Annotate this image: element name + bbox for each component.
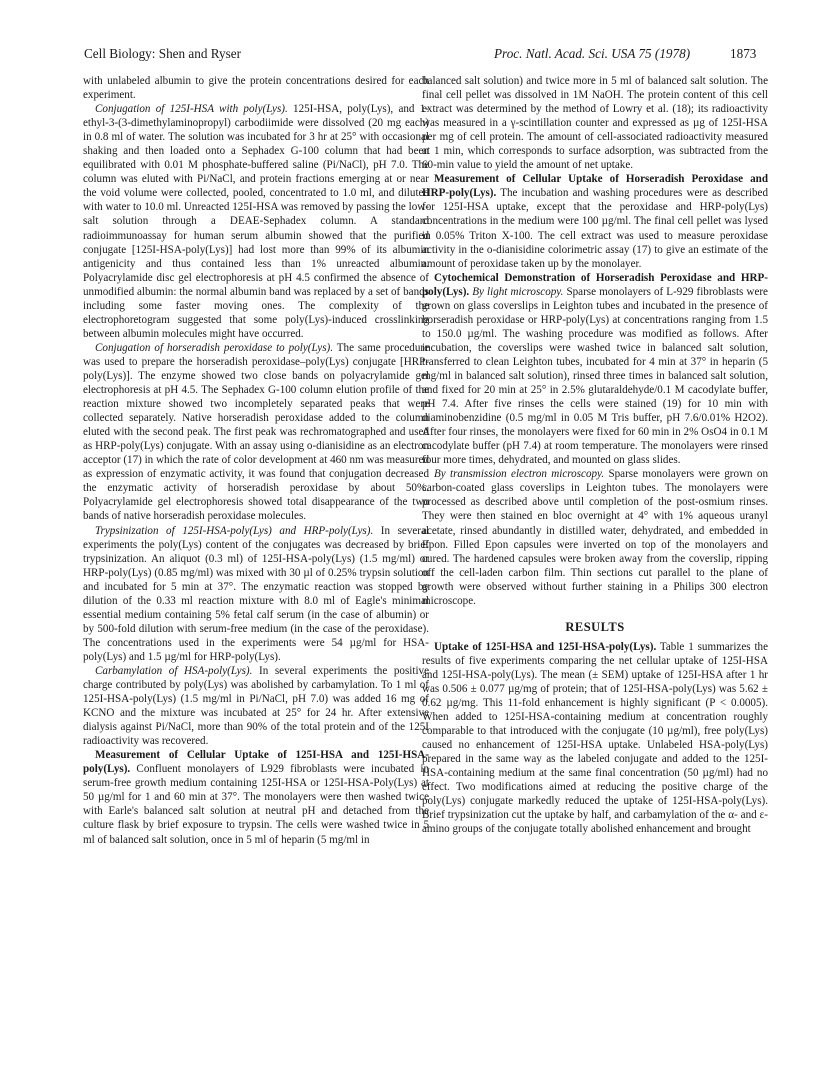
paragraph: balanced salt solution) and twice more in 5 ml of balanced salt solution. The final cell pellet was dissolved in 1M NaOH. The protein content of this cell extract was determined by the method of Lowry et al. (18); its radioactivity was measured in a γ-scintillation counter and expressed as µg of 125I-HSA per mg of cell protein. The amount of cell-associated radioactivity measured at 1 min, which corresponds to surface adsorption, was subtracted from the 60-min value to yield the amount of net uptake. [422,75,768,172]
results-heading: RESULTS [565,619,625,634]
section-body: Sparse monolayers were grown on carbon-coated glass coverslips in Leighton tubes. The monolayers were processed as described above until completion of the post-osmium rinses. They were then stained en bloc overnight at 4° with 1% aqueous uranyl acetate, rinsed abundantly in distilled water, dehydrated, and embedded in Epon. Filled Epon capsules were inverted on top of the monolayers and cured. The hardened capsules were broken away from the coverslip, ripping off the cell-laden carbon film. Thin sections cut parallel to the plane of growth were observed without further staining in a Philips 300 electron microscope. [422,468,769,607]
section-body: Confluent monolayers of L929 fibroblasts were incubated in serum-free growth medium containing 125I-HSA or 125I-HSA-Poly(Lys) at 50 µg/ml for 1 and 60 min at 37°. The monolayers were then washed twice with Earle's balanced salt solution at neutral pH and detached from the culture flask by brief exposure to trypsin. The cells were washed twice in 5 ml of balanced salt solution, once in 5 ml of heparin (5 mg/ml in [83,763,430,846]
paragraph [422,640,768,837]
paragraph [83,524,429,664]
section-body: The same procedure was used to prepare the horseradish peroxidase–poly(Lys) conjugate [HRP-poly(Lys)]. The enzyme showed two close bands on polyacrylamide gel electrophoresis at pH 4.5. The Sephadex G-100 column elution profile of the reaction mixture showed two incompletely separated peaks that were collected separately. Native horseradish peroxidase added to the column eluted with the second peak. The first peak was rechromatographed and used as HRP-poly(Lys) conjugate. With an assay using o-dianisidine as an electron acceptor (17) in which the rate of color development at 460 nm was measured as expression of enzymatic activity, it was found that conjugation decreased the enzymatic activity of horseradish peroxidase by about 50%. Polyacrylamide gel electrophoresis showed total disappearance of the two bands of native horseradish peroxidase molecules. [83,341,430,523]
section-heading: Conjugation of 125I-HSA with poly(Lys). [95,103,288,116]
section-heading: Trypsinization of 125I-HSA-poly(Lys) and HRP-poly(Lys). [95,524,374,537]
paragraph: with unlabeled albumin to give the protein concentrations desired for each experiment. [83,75,429,102]
section-subheading: By light microscopy. [472,285,564,298]
running-header-journal: Proc. Natl. Acad. Sci. USA 75 (1978) [494,46,691,61]
section-body: Sparse monolayers of L-929 fibroblasts were grown on glass coverslips in Leighton tubes and incubated in the presence of horseradish peroxidase or HRP-poly(Lys) at concentrations ranging from 1.5 to 150.0 µg/ml. The washing procedure was modified as follows. After incubation, the coverslips were washed twice in balanced salt solution, transferred to clean Leighton tubes, incubated for 4 min at 37° in heparin (5 mg/ml in balanced salt solution), rinsed three times in balanced salt solution, and fixed for 20 min at 25° in 2.5% glutaraldehyde/0.1 M cacodylate buffer, pH 7.4. After five rinses the cells were stained (19) for 10 min with diaminobenzidine (0.5 mg/ml in 0.05 M Tris buffer, pH 7.6/0.01% H2O2). After four rinses, the monolayers were fixed for 60 min in 2% OsO4 in 0.1 M cacodylate buffer (pH 7.4) at room temperature. The monolayers were rinsed four more times, dehydrated, and mounted on glass slides. [422,285,768,467]
paragraph [422,172,768,270]
section-heading: Cytochemical Demonstration of Horseradish Peroxidase and HRP-poly(Lys). [422,271,768,298]
section-heading: Conjugation of horseradish peroxidase to poly(Lys). [95,341,334,354]
section-heading: Measurement of Cellular Uptake of Horseradish Peroxidase and HRP-poly(Lys). [422,173,768,200]
paragraph [83,748,429,846]
right-column [422,74,768,836]
section-body: Table 1 summarizes the results of five experiments comparing the net cellular uptake of 125I-HSA and 125I-HSA-poly(Lys). The mean (± SEM) uptake of 125I-HSA after 1 hr was 0.506 ± 0.077 µg/mg of protein; that of 125I-HSA-poly(Lys) was 5.62 ± 0.62 µg/mg. This 11-fold enhancement is highly significant (P < 0.0005). When added to 125I-HSA-containing medium at concentration roughly comparable to that introduced with the conjugate (10 µg/ml), free poly(Lys) caused no enhancement of 125I-HSA uptake. Unlabeled HSA-poly(Lys) prepared in the same way as the labeled conjugate and added to the 125I-HSA-containing medium at the same final concentration (50 µg/ml) had no effect. Two modifications aimed at reducing the positive charge of the poly(Lys) conjugate markedly reduced the uptake of 125I-HSA-poly(Lys). Brief trypsinization cut the uptake by half, and carbamylation of the α- and ε-amino groups of the conjugate totally abolished enhancement and brought [422,640,768,836]
page-number: 1873 [730,46,757,61]
running-header-left: Cell Biology: Shen and Ryser [84,46,241,61]
section-body: 125I-HSA, poly(Lys), and 1-ethyl-3-(3-dimethylaminopropyl) carbodiimide were dissolved (20 mg each) in 0.8 ml of water. The solution was incubated for 3 hr at 25° with occasional shaking and then loaded onto a Sephadex G-100 column that had been equilibrated with 0.01 M phosphate-buffered saline (Pi/NaCl), pH 7.0. The column was eluted with Pi/NaCl, and protein fractions emerging at or near the void volume were collected, pooled, concentrated to 1.0 ml, and diluted with water to 10.0 ml. Unreacted 125I-HSA was removed by passing the low-salt solution through a DEAE-Sephadex column. A standard radioimmunoassay for human serum albumin showed that the purified conjugate [125I-HSA-poly(Lys)] had lost more than 99% of its albumin antigenicity and thus contained less than 1% unreacted albumin. Polyacrylamide disc gel electrophoresis at pH 4.5 confirmed the absence of unmodified albumin: the normal albumin band was replaced by a set of bands including some faster moving ones. The complexity of the electrophoretogram suggested that some poly(Lys)-induced crosslinking between albumin molecules might have occurred. [83,103,429,340]
paragraph [422,467,768,607]
section-heading: Carbamylation of HSA-poly(Lys). [95,664,253,677]
section-heading: By transmission electron microscopy. [434,468,605,481]
paragraph [83,341,429,524]
section-body: The incubation and washing procedures were as described for 125I-HSA uptake, except that the peroxidase and HRP-poly(Lys) concentrations in the medium were 100 µg/ml. The final cell pellet was lysed in 0.05% Triton X-100. The cell extract was used to measure peroxidase activity in the o-dianisidine colorimetric assay (17) to give an estimate of the amount of peroxidase taken up by the monolayer. [422,187,769,270]
paragraph [422,271,768,468]
paragraph [83,664,429,748]
section-heading: Uptake of 125I-HSA and 125I-HSA-poly(Lys). [434,640,657,653]
section-body: In several experiments the positive charge contributed by poly(Lys) was abolished by carbamylation. To 1 ml of 125I-HSA-poly(Lys) (1.5 mg/ml in Pi/NaCl, pH 7.0) was added 16 mg of KCNO and the mixture was incubated at 25° for 24 hr. After extensive dialysis against Pi/NaCl, more than 90% of the total protein and of the 125I radioactivity was recovered. [83,664,429,748]
section-body: In several experiments the poly(Lys) content of the conjugates was decreased by brief trypsinization. An aliquot (0.3 ml) of 125I-HSA-poly(Lys) (1.5 mg/ml) or HRP-poly(Lys) (0.85 mg/ml) was mixed with 30 µl of 0.25% trypsin solution and incubated for 5 min at 37°. The enzymatic reaction was stopped by dilution of the 0.33 ml reaction mixture with 8.0 ml of Eagle's minimal essential medium containing 5% fetal calf serum (in the case of albumin) or by 500-fold dilution with serum-free medium (in the case of the peroxidase). The concentrations used in the experiments were 54 µg/ml for HSA-poly(Lys) and 1.5 µg/ml for HRP-poly(Lys). [83,524,429,663]
left-column [83,74,429,847]
section-heading: Measurement of Cellular Uptake of 125I-HSA and 125I-HSA-poly(Lys). [83,749,429,776]
paragraph [83,102,429,341]
